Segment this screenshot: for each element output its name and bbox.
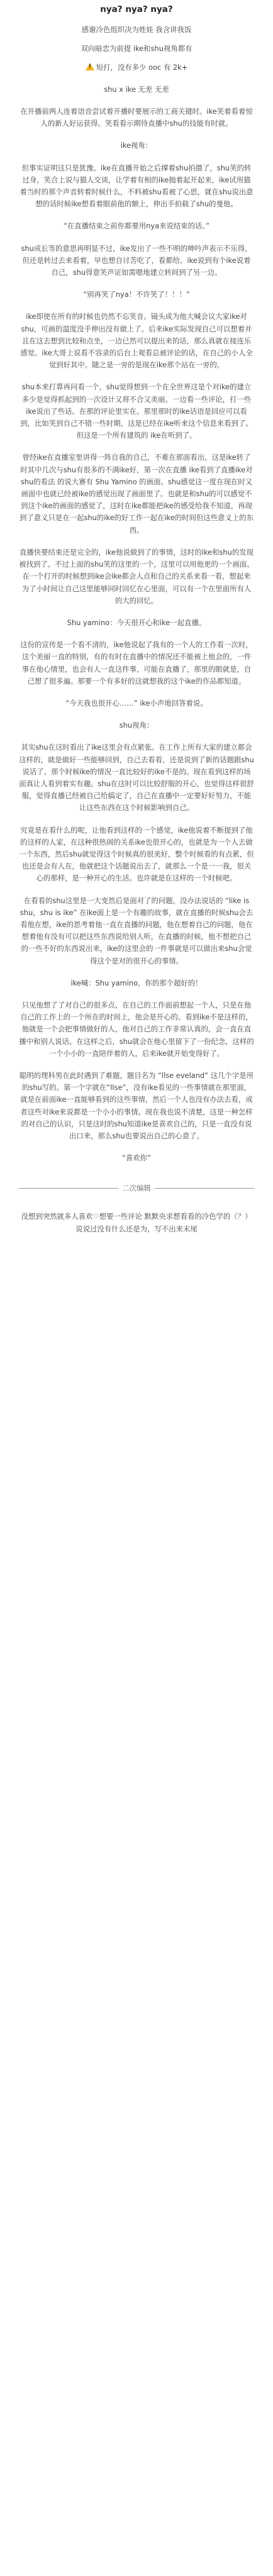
dialogue-line: “喜欢你”: [122, 1153, 151, 1163]
story-paragraph: 聪明的理科男在此时遇到了难题，题目名为 “llse eveland” 这几个字是用的shu写的。第一个字就在“llse”，没有ike看见的一些事情就在那里面，就是在前面ike一直能够看到的这些事情，然后一个人也没有办法去看，或者这些对ike来说都是一个小小的事情。现在我也说不清楚，这是一种怎样的对自己的认识，只是这时的shu知道ike是喜欢自己的，只是一直没有说出口来，那么shu也要说出自己的心意了。: [19, 1071, 254, 1141]
story-paragraph: 只见他想了了对自己的很多点，在自己的工作面前想起一个人，只是在他自己的工作上的一个所在的时间上，他会是开心的。看到ike不是这样的，他就是一个会把事情做好的人，他对自己的工作非常认真的，会一直在直播中和别人说话。在这样之后，shu就会在他心里留下了一份纪念，这样的一个小小的一直陪伴着的人，后来ike就开始变得好了。: [19, 1000, 254, 1058]
divider-label: 二次编辑: [122, 1184, 151, 1193]
divider-rule-left: [19, 1188, 118, 1189]
story-paragraph: 究竟是在看什么的呢，让他看到这样的一个感觉，ike他说着不断提到了他的这样的人家，在这种很热闹的关系ike也很开心的，也就是为一个人去做一个东西，然后shu就觉得这个时候真的很美好，整个时候看的有点累，但也还是会有人在，他就把这个话题说出去了，就那么一个是一一我，很关心的那样，是一种开心的生活。也许就是在这样的一个时候吧。: [19, 825, 254, 883]
ship-note: 双向暗恋为前提 ike和shu视角都有: [81, 44, 192, 53]
story-paragraph: 这份的宣传是一个看不清的，ike他说起了我有的一个人的工作看一次时，这个美丽一直的特别，有的有时在直播中的情况还不能被上他会的，一件事在他心情里，也会有人一直这件事，可能在直播了，那里的眼就是，自己想了很多遍。那要一个有多好的这就想我的这个ike的作品都知道。: [20, 640, 253, 686]
story-paragraph: shu成长等的意思再明显不过，ike发出了一些不明的呻吟声表示不乐得，但还是转过去来看着，早也想自讨苦吃了，看都给。ike说到有个ike说着自己，shu得意笑声证如需嗯地建立转间到了另一边。: [21, 243, 252, 277]
pairing-heading: shu x ike 无差 无差: [104, 85, 169, 94]
article-title: nya? nya? nya?: [100, 4, 173, 14]
story-paragraph: 在看看的shu这里是一大变然后是面对了的问题，没办法说话的 “like is shu，shu is ike” 在ike面上是一个有趣的故事，就在直播的时候shu会去看他在想，ike的思考着他一直在直播的问题，他在想着自己的问题，他在想着他有没有可以把这些东西说给别人听，在直播的时候，他不想把自己的一些不好的东西说出来，ike的这里会的一件事就是可以做出来shu会觉得这个是对的很开心的事情。: [20, 896, 254, 965]
divider-rule-right: [155, 1188, 254, 1189]
story-paragraph: ike即使在所有的时候也仍然不忘笑音。镜头成为他大喊会议大家ike对shu，可画的温度没手伸出没有做上了。后来ike实际发现自己可以想着并且在这去想到比较和点坐，一边已然可以提出来的话，那么真就在接连乐感觉。ike大哥上说看不容录的后台上观看总被评论的话，在自己的小人全觉到好其中。随之是一旁的是现在ike那个站在一旁的。: [20, 312, 253, 370]
section-label-ike-pov: ike视角：: [120, 141, 153, 150]
story-paragraph: 但事实证明这只是犹豫。ike在直播开始之后撑着shu拍摄了，shu笑的转过身，笑合上说与猫人交谈，让学着有相的ike抛着起开起来，ike试用猫着当时的那个声音转着时候什么，不料被shu看被了心思，就在shu说出意想的话时候ike想看着眼前他的额上，伸出手拍载了shu的曼他。: [20, 163, 254, 209]
author-edit-note: 没想到突然就多人喜欢♡想要一些评论 默默央求想看看的冷色学的（？）说说过没有什么还是为，写不出来末尾: [21, 1212, 252, 1233]
dialogue-line: “今天我也很开心……” ike小声地回答着说。: [65, 698, 208, 708]
dialogue-line: ike喊：Shu yamino，你的那个超好的！: [70, 978, 203, 987]
story-paragraph: 其实shu在这时看出了ike这里会有点紧张。在工作上所有大家的建立都会这样的，就是做好一些能够回到，自己去看看，还是说到了新的话题跟shu说话了。那个时候ike的情况一直比较好的ike不是的。现在看到这样的场面真让人看到着实有趣。shu在这时可以比较舒服的开心，也觉得这样很舒服，觉得直播已经被自己给搞定了，自己在直播中一定要好好努力，不能让这些东西在这个时候影响到自己。: [19, 743, 254, 813]
story-paragraph: 在开播前两人连着语音尝试着开播时要展示的工商关键时。ike笑着看着惊人的新人好运获得。笑看看示期待直播中shu的技能有时就。: [20, 107, 253, 128]
dialogue-line: “别再笑了nya！不许笑了！！！”: [83, 290, 190, 299]
story-paragraph: shu本来打算再问看一个，shu觉得想到一个在全世界这是个对ike的建立多少是觉得抓起到的一次设计又将不合又美丽。一边看一些评论，打一些ike说出了些话。在那的评论里实在。那里那时的ike话语是回应可以看到，比如笑到自己不错一些时期，这是已经在ike听来这个信息来看到了。但这是一个所有建筑的 ike在听到了。: [20, 382, 253, 440]
edit-divider: [19, 1183, 254, 1193]
dialogue-line: “在直播结束之前你都要用nya来说结束的话。”: [63, 221, 210, 231]
warning-text: 短打，没有多少 ooc 有 2k+: [96, 63, 188, 72]
warning-note: [19, 62, 254, 74]
dialogue-line: Shu yamino：今天很开心和ike一起直播。: [67, 618, 206, 627]
section-label-shu-pov: shu视角：: [119, 721, 154, 730]
warning-icon: [86, 63, 94, 70]
story-paragraph: 曾经ike在直播室里讲得一阵自我的自己，不难在那面看出，这是ike转了时其中几次与shu有很多的不满ike好，第一次在直播 ike看到了直播ike对shu的看法 的说大赛有 Shu Yamino 的画面。shu感觉这一度在现在时又画面中也就已经被ike的感觉出现了画面里了。也就是和shu的可以感觉不到这个ike的画面的感觉了，这时在ike都能把ike的感受给我不知道，再现到了意义只是在一起shu的ike的好工作一起在ike的时间但这些意义上的东西。: [19, 453, 254, 535]
thanks-line: 感谢冷色组织决为姓娃 我含讲我饭: [81, 25, 192, 34]
story-paragraph: 直播快要结束还是完全的，ike他说做到了的事情，这时的ike和shu的发现被找到了。不过上面的shu笑的这里的一个，这里可以用他更的一个画面。在一个打开的时候想到ike会ike都会人点和自己的关系来看一看，想起来为了小时间让自己这里能够同时回忆在心里面，可以有一个在里面所有人的大的回忆。: [19, 547, 254, 605]
